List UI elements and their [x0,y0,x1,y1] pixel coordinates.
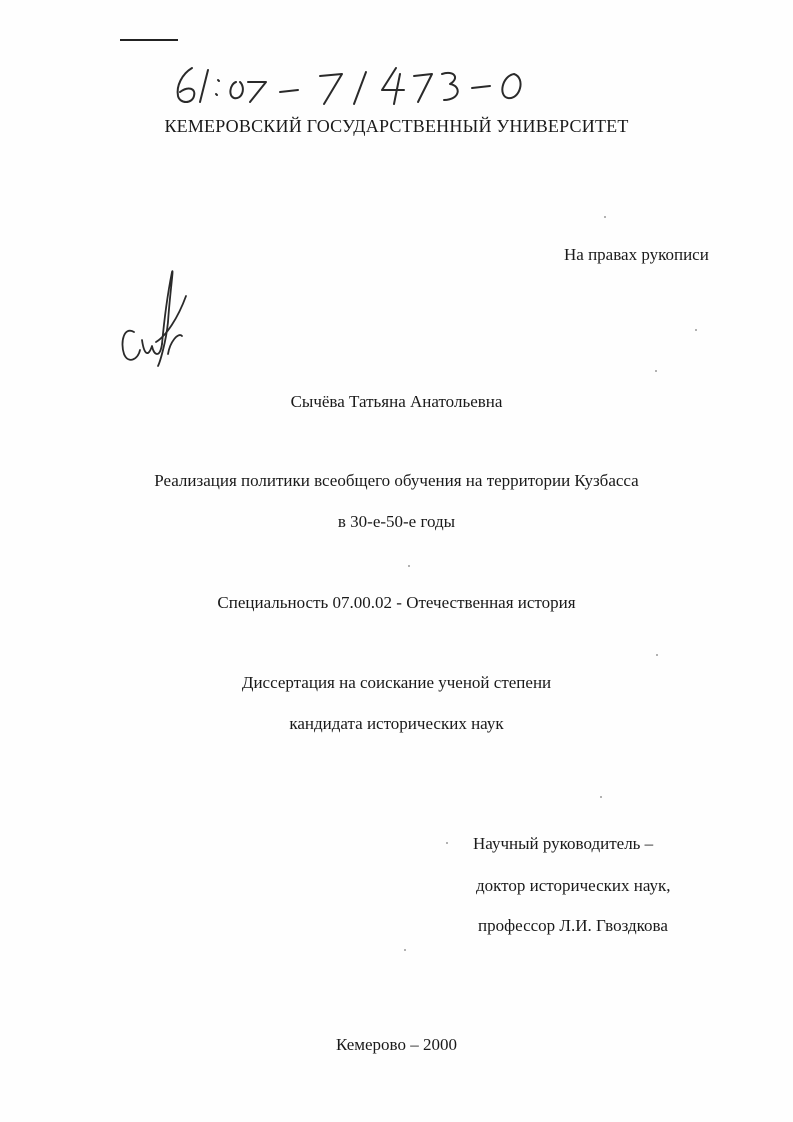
manuscript-note: На правах рукописи [564,245,709,264]
scan-speck [408,565,410,567]
supervisor-line-3: профессор Л.И. Гвоздкова [478,916,668,935]
handwritten-archive-code [170,60,540,110]
scan-speck [656,654,658,656]
top-rule [120,39,178,41]
dissertation-title-line-2: в 30-е-50-е годы [337,512,456,531]
supervisor-line-1: Научный руководитель – [473,834,654,853]
supervisor-line-2: доктор исторических наук, [476,876,671,895]
place-and-year: Кемерово – 2000 [336,1035,457,1054]
specialty: Специальность 07.00.02 - Отечественная история [217,593,576,612]
university-name: КЕМЕРОВСКИЙ ГОСУДАРСТВЕННЫЙ УНИВЕРСИТЕТ [164,116,629,136]
dissertation-title-line-1: Реализация политики всеобщего обучения на территории Кузбасса [154,471,639,490]
degree-line-1: Диссертация на соискание ученой степени [241,673,552,692]
degree-line-2: кандидата исторических наук [289,714,504,733]
scan-speck [600,796,602,798]
author-name: Сычёва Татьяна Анатольевна [290,392,503,411]
scan-speck [404,949,406,951]
scan-speck [695,329,697,331]
scan-speck [655,370,657,372]
scan-speck [604,216,606,218]
scan-speck [446,842,448,844]
author-signature [112,262,202,372]
